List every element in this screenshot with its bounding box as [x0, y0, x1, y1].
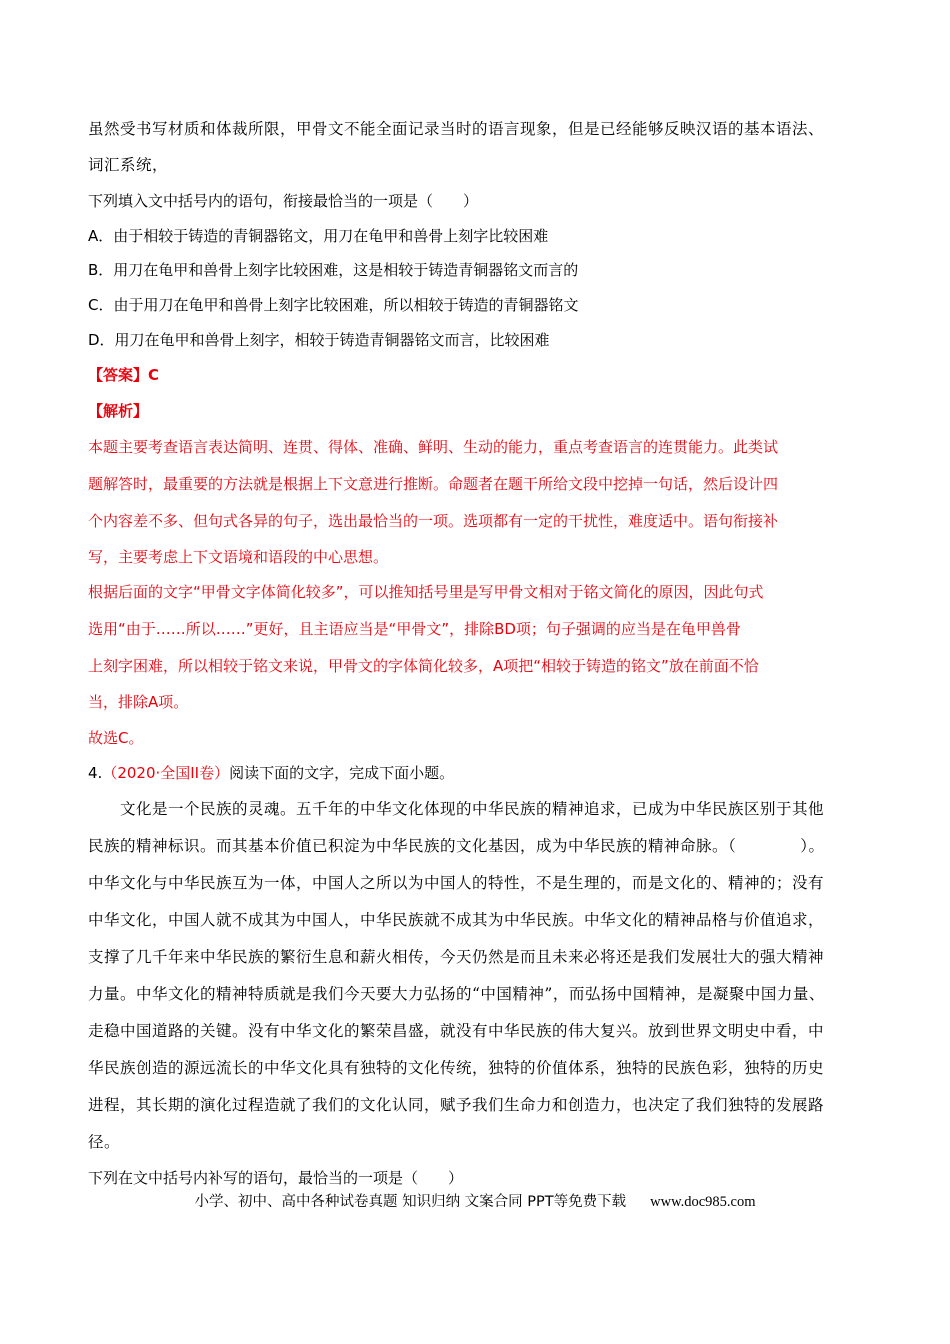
- question-4-header: [88, 762, 454, 784]
- analysis-line: 题解答时，最重要的方法就是根据上下文意进行推断。命题者在题干所给文段中挖掉一句话，然后设计四: [88, 475, 779, 493]
- question-3-option-a: A．由于相较于铸造的青铜器铭文，用刀在龟甲和兽骨上刻字比较困难: [88, 227, 549, 245]
- analysis-line: 当，排除A项。: [88, 693, 189, 711]
- footer-url[interactable]: www.doc985.com: [650, 1194, 756, 1210]
- answer-label: 【答案】: [88, 366, 149, 384]
- passage-line: 走稳中国道路的关键。没有中华文化的繁荣昌盛，就没有中华民族的伟大复兴。放到世界文明史中看，中: [88, 1022, 825, 1040]
- analysis-line: 上刻字困难，所以相较于铭文来说，甲骨文的字体简化较多，A项把“相较于铸造的铭文”放在前面不恰: [88, 657, 759, 675]
- passage-line: 民族的精神标识。而其基本价值已积淀为中华民族的文化基因，成为中华民族的精神命脉。（ ）。: [88, 837, 825, 855]
- question-3-option-b: B．用刀在龟甲和兽骨上刻字比较困难，这是相较于铸造青铜器铭文而言的: [88, 261, 579, 279]
- question-4-source: （2020·全国II卷）: [102, 764, 230, 782]
- passage-line: 力量。中华文化的精神特质就是我们今天要大力弘扬的“中国精神”，而弘扬中国精神，是凝聚中国力量、: [88, 985, 825, 1003]
- answer-line: [88, 364, 159, 386]
- passage-intro-line: 词汇系统，: [88, 156, 169, 174]
- analysis-line: 写，主要考虑上下文语境和语段的中心思想。: [88, 548, 389, 566]
- analysis-line: 根据后面的文字“甲骨文字体简化较多”，可以推知括号里是写甲骨文相对于铭文简化的原因，因此句式: [88, 583, 764, 601]
- passage-line: 径。: [88, 1133, 121, 1151]
- page-footer: [0, 1190, 950, 1211]
- analysis-line: 个内容差不多、但句式各异的句子，选出最恰当的一项。选项都有一定的干扰性，难度适中。语句衔接补: [88, 512, 779, 530]
- question-4-number: 4.: [88, 764, 103, 782]
- question-3-stem: 下列填入文中括号内的语句，衔接最恰当的一项是（ ）: [88, 192, 479, 210]
- passage-line: 中华文化，中国人就不成其为中国人，中华民族就不成其为中华民族。中华文化的精神品格与价值追求，: [88, 911, 825, 929]
- passage-line: 文化是一个民族的灵魂。五千年的中华文化体现的中华民族的精神追求，已成为中华民族区别于其他: [120, 800, 825, 818]
- question-3-option-c: C．由于用刀在龟甲和兽骨上刻字比较困难，所以相较于铸造的青铜器铭文: [88, 296, 579, 314]
- passage-line: 华民族创造的源远流长的中华文化具有独特的文化传统，独特的价值体系，独特的民族色彩，独特的历史: [88, 1059, 825, 1077]
- question-3-option-d: D．用刀在龟甲和兽骨上刻字，相较于铸造青铜器铭文而言，比较困难: [88, 331, 550, 349]
- question-4-instruction: 阅读下面的文字，完成下面小题。: [229, 764, 455, 782]
- passage-line: 中华文化与中华民族互为一体，中国人之所以为中国人的特性，不是生理的，而是文化的、精神的；没有: [88, 874, 825, 892]
- question-4-stem: 下列在文中括号内补写的语句，最恰当的一项是（ ）: [88, 1169, 464, 1187]
- passage-line: 进程，其长期的演化过程造就了我们的文化认同，赋予我们生命力和创造力，也决定了我们独特的发展路: [88, 1096, 825, 1114]
- analysis-label: 【解析】: [88, 402, 149, 420]
- footer-text: 小学、初中、高中各种试卷真题 知识归纳 文案合同 PPT等免费下载: [194, 1194, 627, 1210]
- analysis-line: 故选C。: [88, 729, 144, 747]
- analysis-line: 选用“由于……所以……”更好，且主语应当是“甲骨文”，排除BD项；句子强调的应当是在龟甲兽骨: [88, 620, 741, 638]
- analysis-line: 本题主要考查语言表达简明、连贯、得体、准确、鲜明、生动的能力，重点考查语言的连贯能力。此类试: [88, 438, 779, 456]
- passage-intro-line: 虽然受书写材质和体裁所限，甲骨文不能全面记录当时的语言现象，但是已经能够反映汉语的基本语法、: [88, 120, 825, 138]
- passage-line: 支撑了几千年来中华民族的繁衍生息和薪火相传，今天仍然是而且未来必将还是我们发展壮大的强大精神: [88, 948, 825, 966]
- answer-value: C: [148, 366, 160, 384]
